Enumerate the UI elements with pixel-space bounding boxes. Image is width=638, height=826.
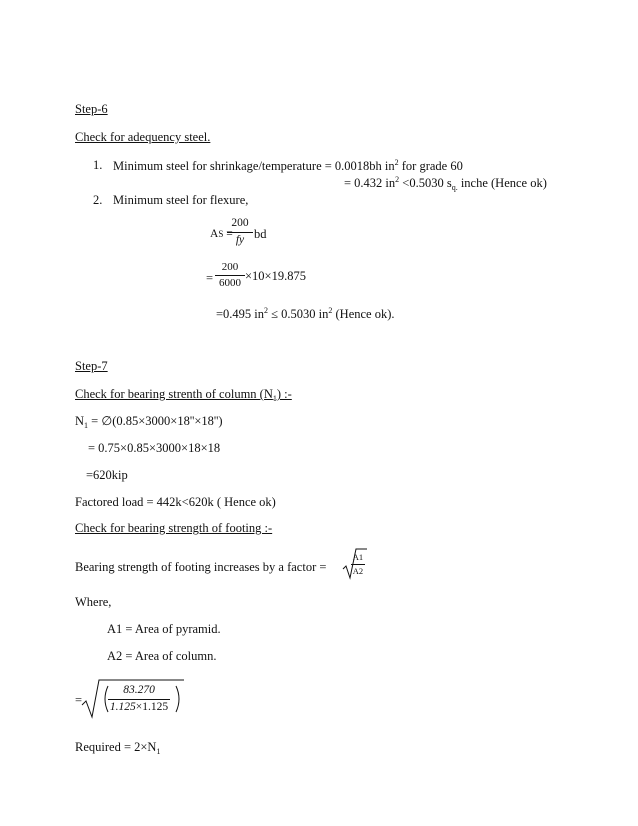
fraction-200-over-fy <box>227 218 253 246</box>
step-7-heading: Step-7 <box>75 359 108 373</box>
check-adequacy-heading: Check for adequency steel. <box>75 130 211 144</box>
n1-equation: $N_1$ = ∅(0.85×3000×18''×18'') <box>75 414 223 430</box>
shrinkage-result-line: = 0.432 $in^2 <0.5030$ $s_{q.}$ inche (Hence ok) <box>344 175 547 192</box>
fraction-denominator: fy <box>227 232 253 247</box>
step-6-heading: Step-6 <box>75 102 108 116</box>
fraction-numerator: 200 <box>231 217 249 229</box>
n1-expanded: = 0.75×0.85×3000×18×18 <box>88 441 221 455</box>
required-line: Required = $2\times N_1$ <box>75 740 161 756</box>
fraction-denominator: A2 <box>352 565 364 576</box>
multiplier-term: ×10×19.875 <box>245 269 306 283</box>
fraction-denominator: 6000 <box>215 275 245 289</box>
shrinkage-line: Minimum steel for shrinkage/temperature = 0.0018bh $in^2$ for grade 60 <box>113 158 463 173</box>
check-footing-heading: Check for bearing strength of footing :- <box>75 521 273 535</box>
bd-term: bd <box>254 227 267 241</box>
sqrt-fraction <box>351 553 365 575</box>
n1-result: =620kip <box>86 468 128 482</box>
as-label: AS = <box>210 228 233 240</box>
flexure-result: =0.495 $in^2 \le 0.5030$ $in^2$ (Hence ok). <box>216 306 395 321</box>
a2-definition: A2 = Area of column. <box>107 649 217 663</box>
fraction-numerator: 83.270 <box>123 684 155 696</box>
fraction-200-over-6000 <box>215 262 245 289</box>
factored-load-line: Factored load = 442k<620k ( Hence ok) <box>75 495 276 509</box>
fraction-numerator: A1 <box>352 552 364 562</box>
where-label: Where, <box>75 595 112 609</box>
flexure-line: Minimum steel for flexure, <box>113 193 249 207</box>
a1-definition: A1 = Area of pyramid. <box>107 622 221 636</box>
list-item-number: 1. <box>93 158 103 172</box>
equals-sign: = <box>75 693 83 707</box>
fraction-numerator: 200 <box>221 261 239 273</box>
list-item-number: 2. <box>93 193 103 207</box>
equals-sign: = <box>206 271 214 285</box>
bearing-strength-line: Bearing strength of footing increases by a factor = <box>75 560 327 574</box>
fraction-denominator: 1.125×1.125 <box>109 700 169 713</box>
area-ratio-fraction <box>108 685 170 713</box>
check-column-heading: Check for bearing strenth of column $(N_1)$ :- <box>75 387 292 403</box>
